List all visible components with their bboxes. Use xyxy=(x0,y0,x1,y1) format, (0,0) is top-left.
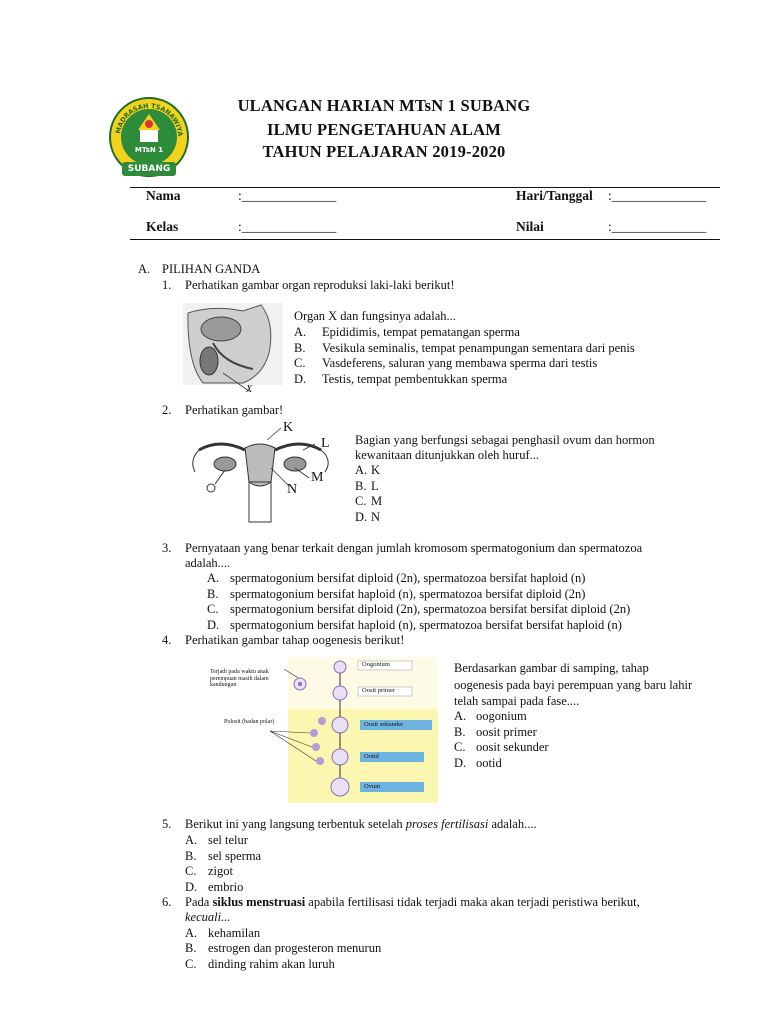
q5-number: 5. xyxy=(162,817,172,831)
option-letter: D. xyxy=(185,880,198,894)
option-letter: A. xyxy=(294,325,307,339)
kelas-label: Kelas xyxy=(146,219,179,234)
subject-title: ILMU PENGETAHUAN ALAM xyxy=(267,120,501,139)
option-text: M xyxy=(371,494,383,508)
option-letter: D. xyxy=(355,510,368,524)
option-letter: C. xyxy=(185,864,197,878)
q4-stage-ovum: Ovum xyxy=(364,783,381,790)
q4-stage-oosit-primer: Oosit primer xyxy=(362,687,396,694)
q2-label-k: K xyxy=(283,420,294,435)
hari-label: Hari/Tanggal xyxy=(516,188,593,203)
q2-label-m: M xyxy=(311,470,324,485)
q1-figure-label: X xyxy=(246,384,253,395)
option-letter: A. xyxy=(185,833,198,847)
option-letter: B. xyxy=(185,849,197,863)
option-text: zigot xyxy=(208,864,233,878)
q4-number: 4. xyxy=(162,633,172,647)
q2-prompt-line2: kewanitaan ditunjukkan oleh huruf... xyxy=(355,448,539,462)
nilai-label: Nilai xyxy=(516,219,544,234)
option-text: K xyxy=(371,463,381,477)
q2-option-d[interactable] xyxy=(355,510,380,526)
q6-text xyxy=(185,895,640,911)
option-text: spermatogonium bersifat diploid (2n), spermatozoa bersifat bersifat diploid (2n) xyxy=(230,602,631,616)
option-letter: A. xyxy=(454,709,467,723)
q5-option-d[interactable] xyxy=(185,880,243,896)
q4-stage-oosit-sekunder: Oosit sekunder xyxy=(364,721,404,728)
q6-text-pre: Pada xyxy=(185,895,213,909)
q4-stage-oogonium: Oogonium xyxy=(362,661,390,668)
q1-option-b[interactable] xyxy=(294,341,635,357)
option-letter: C. xyxy=(207,602,219,616)
logo-text-mid: MTsN 1 xyxy=(134,146,164,154)
q5-text-pre: Berikut ini yang langsung terbentuk setelah xyxy=(185,817,406,831)
q3-option-a[interactable] xyxy=(207,571,585,587)
q1-option-c[interactable] xyxy=(294,356,597,372)
q3-number: 3. xyxy=(162,541,172,555)
option-text: embrio xyxy=(208,880,244,894)
q2-option-a[interactable] xyxy=(355,463,380,479)
option-text: N xyxy=(371,510,381,524)
option-letter: B. xyxy=(454,725,466,739)
q5-text-italic: proses fertilisasi xyxy=(405,817,489,831)
option-letter: D. xyxy=(454,756,467,770)
option-text: Testis, tempat pembentukkan sperma xyxy=(322,372,508,386)
q2-option-b[interactable] xyxy=(355,479,379,495)
q2-prompt-line1: Bagian yang berfungsi sebagai penghasil ovum dan hormon xyxy=(355,433,655,447)
option-letter: C. xyxy=(185,957,197,971)
q4-option-c[interactable] xyxy=(454,740,549,756)
q1-option-a[interactable] xyxy=(294,325,520,341)
option-text: oosit primer xyxy=(476,725,537,739)
q4-fig-note: Terjadi pada waktu anak perempuan masih dalam kandungan xyxy=(210,669,269,688)
q4-text: Perhatikan gambar tahap oogenesis berikut! xyxy=(185,633,405,647)
q6-number: 6. xyxy=(162,895,172,909)
option-text: oosit sekunder xyxy=(476,740,549,754)
q6-text-post: apabila fertilisasi tidak terjadi maka akan terjadi peristiwa berikut, xyxy=(305,895,640,909)
option-letter: C. xyxy=(355,494,367,508)
q6-option-c[interactable] xyxy=(185,957,335,973)
option-letter: C. xyxy=(454,740,466,754)
q4-prompt-line1: Berdasarkan gambar di samping, tahap xyxy=(454,661,649,675)
nama-label: Nama xyxy=(146,188,181,203)
q4-option-a[interactable] xyxy=(454,709,527,725)
option-text: ootid xyxy=(476,756,502,770)
header-divider-bottom xyxy=(130,239,720,240)
option-text: spermatogonium bersifat haploid (n), spermatozoa bersifat diploid (2n) xyxy=(230,587,586,601)
exam-title: ULANGAN HARIAN MTsN 1 SUBANG xyxy=(237,96,531,115)
q3-option-c[interactable] xyxy=(207,602,630,618)
option-letter: B. xyxy=(294,341,306,355)
option-text: dinding rahim akan luruh xyxy=(208,957,335,971)
q1-male-reproductive-figure xyxy=(183,303,283,395)
q3-text-line2: adalah.... xyxy=(185,556,231,570)
q2-text: Perhatikan gambar! xyxy=(185,403,284,417)
q2-female-reproductive-figure xyxy=(185,420,345,528)
logo-text-top: MADRASAH TSANAWIYA xyxy=(114,101,185,137)
q2-option-c[interactable] xyxy=(355,494,382,510)
option-text: Vasdeferens, saluran yang membawa sperma dari testis xyxy=(322,356,598,370)
option-letter: B. xyxy=(185,941,197,955)
option-text: spermatogonium bersifat diploid (2n), spermatozoa bersifat haploid (n) xyxy=(230,571,586,585)
q5-option-b[interactable] xyxy=(185,849,261,865)
q1-option-d[interactable] xyxy=(294,372,507,388)
option-letter: A. xyxy=(207,571,220,585)
q2-number: 2. xyxy=(162,403,172,417)
q3-option-b[interactable] xyxy=(207,587,585,603)
option-text: spermatogonium bersifat haploid (n), spermatozoa bersifat bersifat haploid (n) xyxy=(230,618,622,632)
q1-prompt: Organ X dan fungsinya adalah... xyxy=(294,309,456,323)
option-text: Vesikula seminalis, tempat penampungan sementara dari penis xyxy=(322,341,635,355)
option-letter: A. xyxy=(185,926,198,940)
option-text: L xyxy=(371,479,379,493)
q5-option-a[interactable] xyxy=(185,833,248,849)
q4-option-b[interactable] xyxy=(454,725,537,741)
nama-field[interactable]: :______________ xyxy=(238,188,337,203)
q5-option-c[interactable] xyxy=(185,864,233,880)
option-letter: A. xyxy=(355,463,368,477)
q3-option-d[interactable] xyxy=(207,618,622,634)
q1-number: 1. xyxy=(162,278,172,292)
hari-field[interactable]: :______________ xyxy=(608,188,707,203)
q6-except: kecuali... xyxy=(185,910,231,924)
option-text: sel telur xyxy=(208,833,248,847)
q5-text-post: adalah.... xyxy=(488,817,537,831)
q6-text-bold: siklus menstruasi xyxy=(212,895,306,909)
option-text: sel sperma xyxy=(208,849,262,863)
q6-option-b[interactable] xyxy=(185,941,381,957)
logo-text-bottom: SUBANG xyxy=(122,162,176,176)
q5-text xyxy=(185,817,537,833)
q2-label-n: N xyxy=(287,482,298,497)
q6-option-a[interactable] xyxy=(185,926,260,942)
q4-option-d[interactable] xyxy=(454,756,502,772)
nilai-field[interactable]: :______________ xyxy=(608,219,707,234)
option-text: Epididimis, tempat pematangan sperma xyxy=(322,325,520,339)
q4-prompt-line2: oogenesis pada bayi perempuan yang baru lahir xyxy=(454,678,693,692)
q4-fig-polar: Polosit (badan polar) xyxy=(224,719,275,725)
option-letter: D. xyxy=(294,372,307,386)
section-title: PILIHAN GANDA xyxy=(162,262,261,276)
option-letter: D. xyxy=(207,618,220,632)
option-text: kehamilan xyxy=(208,926,261,940)
q3-text-line1: Pernyataan yang benar terkait dengan jumlah kromosom spermatogonium dan spermatozoa xyxy=(185,541,643,555)
q4-prompt-line3: telah sampai pada fase.... xyxy=(454,694,580,708)
q4-oogenesis-figure xyxy=(210,657,438,803)
option-text: estrogen dan progesteron menurun xyxy=(208,941,382,955)
option-letter: B. xyxy=(207,587,219,601)
q1-text: Perhatikan gambar organ reproduksi laki-laki berikut! xyxy=(185,278,455,292)
option-text: oogonium xyxy=(476,709,527,723)
q4-stage-ootid: Ootid xyxy=(364,753,379,760)
kelas-field[interactable]: :______________ xyxy=(238,219,337,234)
year-title: TAHUN PELAJARAN 2019-2020 xyxy=(262,142,506,161)
option-letter: B. xyxy=(355,479,367,493)
q2-label-l: L xyxy=(321,436,330,451)
section-letter: A. xyxy=(138,262,151,276)
option-letter: C. xyxy=(294,356,306,370)
